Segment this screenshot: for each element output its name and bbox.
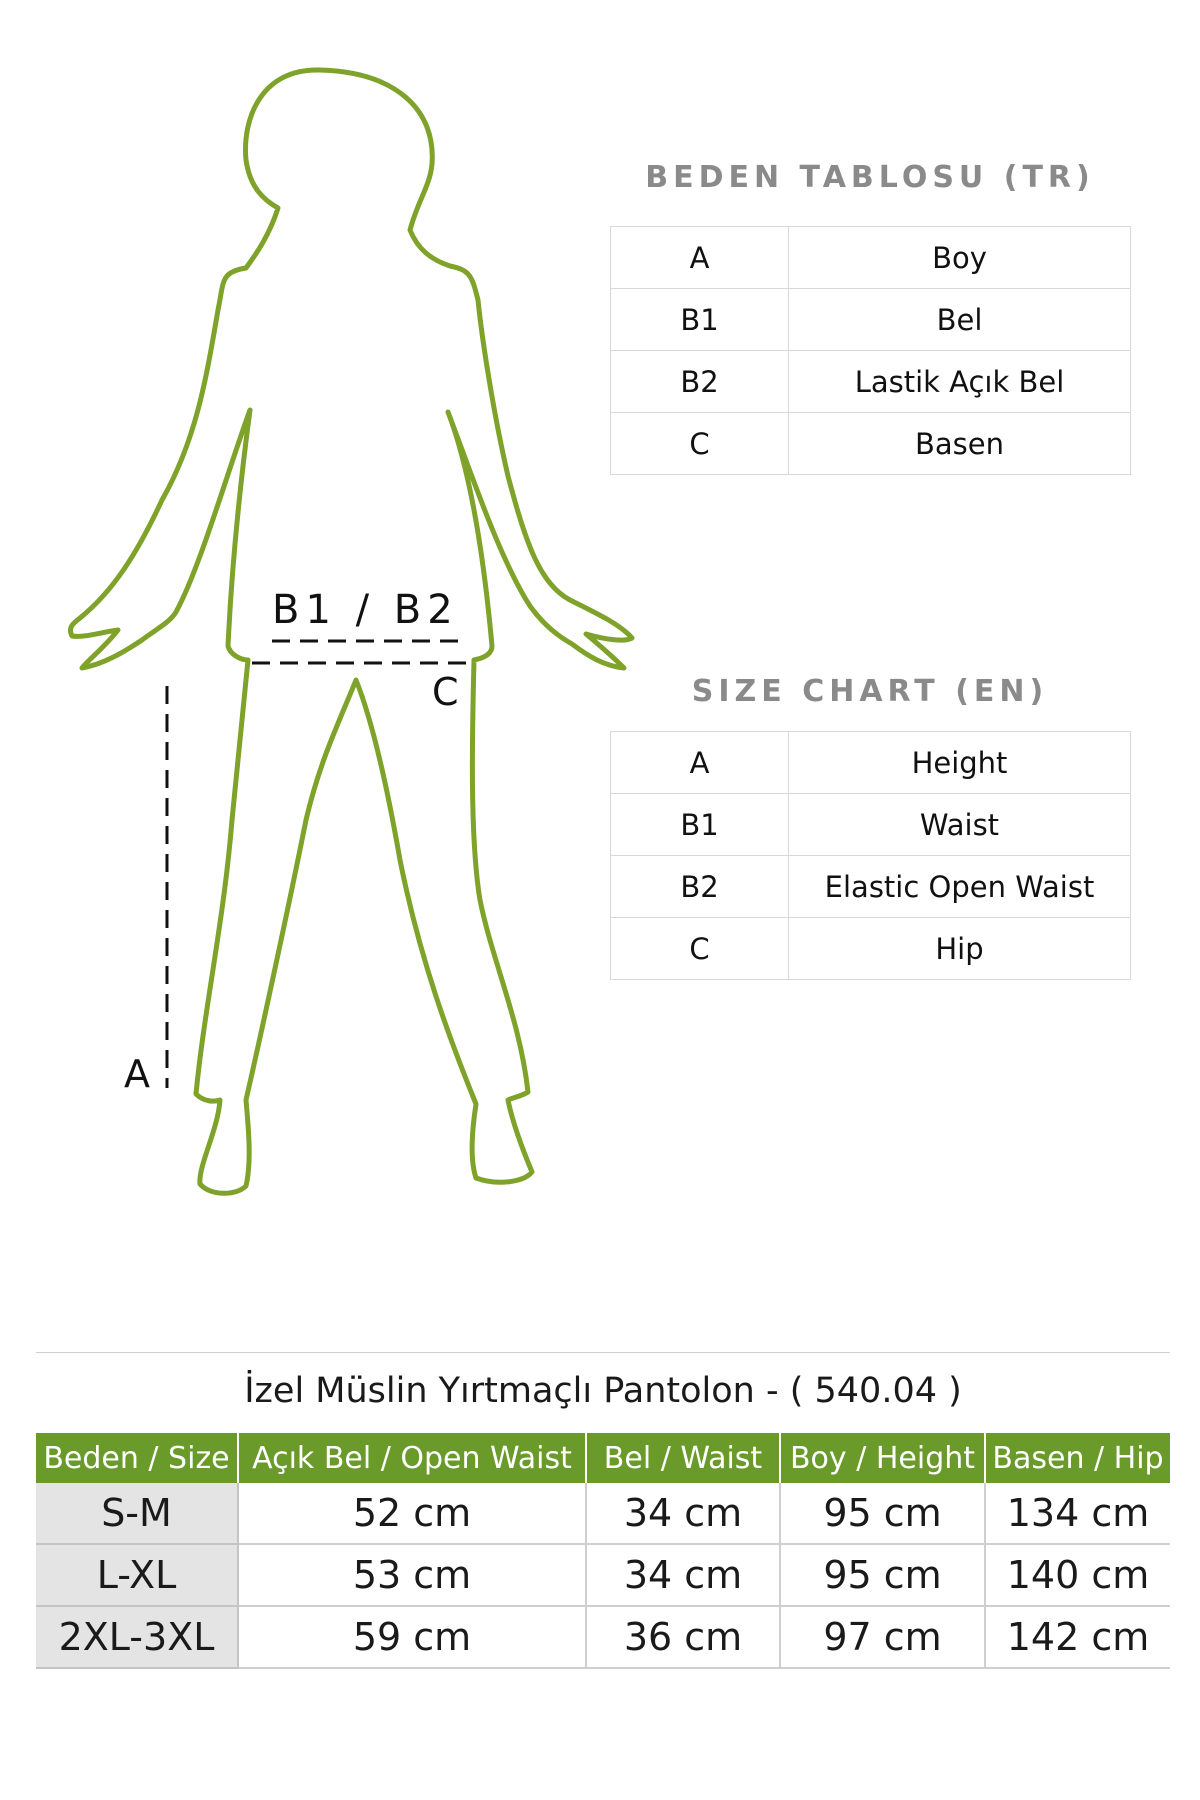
hip-cell: 142 cm: [985, 1606, 1170, 1668]
size-table-header: [36, 1433, 1170, 1483]
header-hip: Basen / Hip: [985, 1433, 1170, 1483]
table-row: [611, 289, 1131, 351]
legend-name: Waist: [789, 794, 1131, 856]
product-title: İzel Müslin Yırtmaçlı Pantolon - ( 540.04 ): [244, 1371, 962, 1411]
legend-en-title: SIZE CHART (EN): [691, 674, 1049, 709]
height-cell: 97 cm: [780, 1606, 985, 1668]
size-table: [36, 1433, 1170, 1669]
legend-name: Lastik Açık Bel: [789, 351, 1131, 413]
legend-code: B2: [611, 856, 789, 918]
legend-code: B2: [611, 351, 789, 413]
open-waist-cell: 59 cm: [238, 1606, 586, 1668]
hip-cell: 134 cm: [985, 1483, 1170, 1544]
size-cell: L-XL: [36, 1544, 238, 1606]
table-row: [36, 1544, 1170, 1606]
table-row: [36, 1483, 1170, 1544]
table-row: [611, 227, 1131, 289]
table-row: [611, 413, 1131, 475]
waist-cell: 36 cm: [586, 1606, 780, 1668]
table-row: [611, 918, 1131, 980]
size-cell: 2XL-3XL: [36, 1606, 238, 1668]
table-row: [611, 732, 1131, 794]
height-cell: 95 cm: [780, 1544, 985, 1606]
legend-name: Basen: [789, 413, 1131, 475]
legend-name: Hip: [789, 918, 1131, 980]
header-height: Boy / Height: [780, 1433, 985, 1483]
legend-code: B1: [611, 794, 789, 856]
hip-cell: 140 cm: [985, 1544, 1170, 1606]
table-row: [611, 794, 1131, 856]
header-size: Beden / Size: [36, 1433, 238, 1483]
legend-name: Bel: [789, 289, 1131, 351]
legend-code: C: [611, 918, 789, 980]
height-label: A: [124, 1052, 150, 1096]
legend-code: A: [611, 227, 789, 289]
legend-code: A: [611, 732, 789, 794]
table-row: [611, 856, 1131, 918]
legend-en-table: [610, 731, 1131, 980]
hip-label: C: [432, 670, 459, 714]
legend-name: Boy: [789, 227, 1131, 289]
legend-tr-title: BEDEN TABLOSU (TR): [645, 160, 1095, 195]
legend-name: Elastic Open Waist: [789, 856, 1131, 918]
height-cell: 95 cm: [780, 1483, 985, 1544]
legend-code: B1: [611, 289, 789, 351]
waist-cell: 34 cm: [586, 1544, 780, 1606]
legend-code: C: [611, 413, 789, 475]
table-row: [611, 351, 1131, 413]
table-top-divider: [36, 1352, 1170, 1353]
waist-label: B1 / B2: [272, 587, 459, 633]
waist-cell: 34 cm: [586, 1483, 780, 1544]
header-open-waist: Açık Bel / Open Waist: [238, 1433, 586, 1483]
open-waist-cell: 52 cm: [238, 1483, 586, 1544]
legend-name: Height: [789, 732, 1131, 794]
header-waist: Bel / Waist: [586, 1433, 780, 1483]
legend-tr-table: [610, 226, 1131, 475]
table-row: [36, 1606, 1170, 1668]
size-cell: S-M: [36, 1483, 238, 1544]
open-waist-cell: 53 cm: [238, 1544, 586, 1606]
